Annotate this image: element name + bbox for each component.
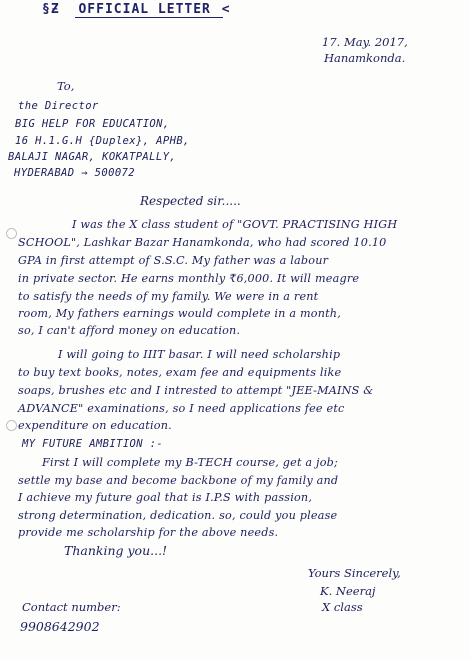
paragraph-line: SCHOOL", Lashkar Bazar Hanamkonda, who had scored 10.10 bbox=[18, 236, 387, 249]
punch-hole-bottom bbox=[6, 420, 17, 431]
letter-date: 17. May. 2017, bbox=[322, 35, 408, 49]
ambition-heading: MY FUTURE AMBITION :- bbox=[22, 438, 164, 450]
paragraph-line: room, My fathers earnings would complete in a month, bbox=[18, 307, 341, 320]
contact-label: Contact number: bbox=[22, 600, 121, 614]
paragraph-line: provide me scholarship for the above needs. bbox=[18, 526, 279, 539]
address-line: BIG HELP FOR EDUCATION, bbox=[15, 118, 170, 130]
paragraph-line: to buy text books, notes, exam fee and equipments like bbox=[18, 366, 342, 379]
signature-name: K. Neeraj bbox=[320, 584, 376, 598]
letter-place: Hanamkonda. bbox=[324, 51, 406, 65]
paragraph-line: First I will complete my B-TECH course, get a job; bbox=[42, 456, 338, 469]
to-label: To, bbox=[57, 79, 75, 93]
closing: Yours Sincerely, bbox=[308, 566, 401, 580]
paragraph-line: I was the Ⅹ class student of "GOVT. PRACTISING HIGH bbox=[72, 218, 398, 231]
signature-class: Ⅹ class bbox=[322, 600, 363, 614]
header-mark: §Ƶ bbox=[42, 2, 60, 17]
paragraph-line: I will going to IIIT basar. I will need scholarship bbox=[58, 348, 341, 361]
contact-number: 9908642902 bbox=[20, 619, 100, 634]
paragraph-line: expenditure on education. bbox=[18, 419, 172, 432]
paragraph-line: to satisfy the needs of my family. We were in a rent bbox=[18, 290, 319, 303]
address-line: 16 H.1.G.H {Duplex}, APHB, bbox=[15, 135, 190, 147]
paragraph-line: in private sector. He earns monthly ₹6,000. It will meagre bbox=[18, 272, 360, 285]
paragraph-line: soaps, brushes etc and I intrested to attempt "JEE-MAINS & bbox=[18, 384, 374, 397]
punch-hole-top bbox=[6, 228, 17, 239]
address-line: HYDERABAD → 500072 bbox=[14, 167, 135, 179]
paragraph-line: ADVANCE" examinations, so I need applications fee etc bbox=[18, 402, 345, 415]
address-line: the Director bbox=[18, 100, 99, 112]
arrow-left-icon: < bbox=[221, 2, 231, 17]
paragraph-line: strong determination, dedication. so, could you please bbox=[18, 509, 338, 522]
paragraph-line: GPA in first attempt of S.S.C. My father was a labour bbox=[18, 254, 329, 267]
header-underline bbox=[75, 17, 223, 18]
paragraph-line: so, I can't afford money on education. bbox=[18, 324, 241, 337]
paragraph-line: settle my base and become backbone of my family and bbox=[18, 474, 339, 487]
thanking-line: Thanking you...! bbox=[64, 543, 168, 558]
paragraph-line: I achieve my future goal that is I.P.S with passion, bbox=[18, 491, 313, 504]
letter-header bbox=[42, 2, 231, 17]
header-title: OFFICIAL LETTER bbox=[78, 2, 211, 17]
salutation: Respected sir..... bbox=[140, 194, 241, 208]
address-line: BALAJI NAGAR, KOKATPALLY, bbox=[8, 151, 177, 163]
